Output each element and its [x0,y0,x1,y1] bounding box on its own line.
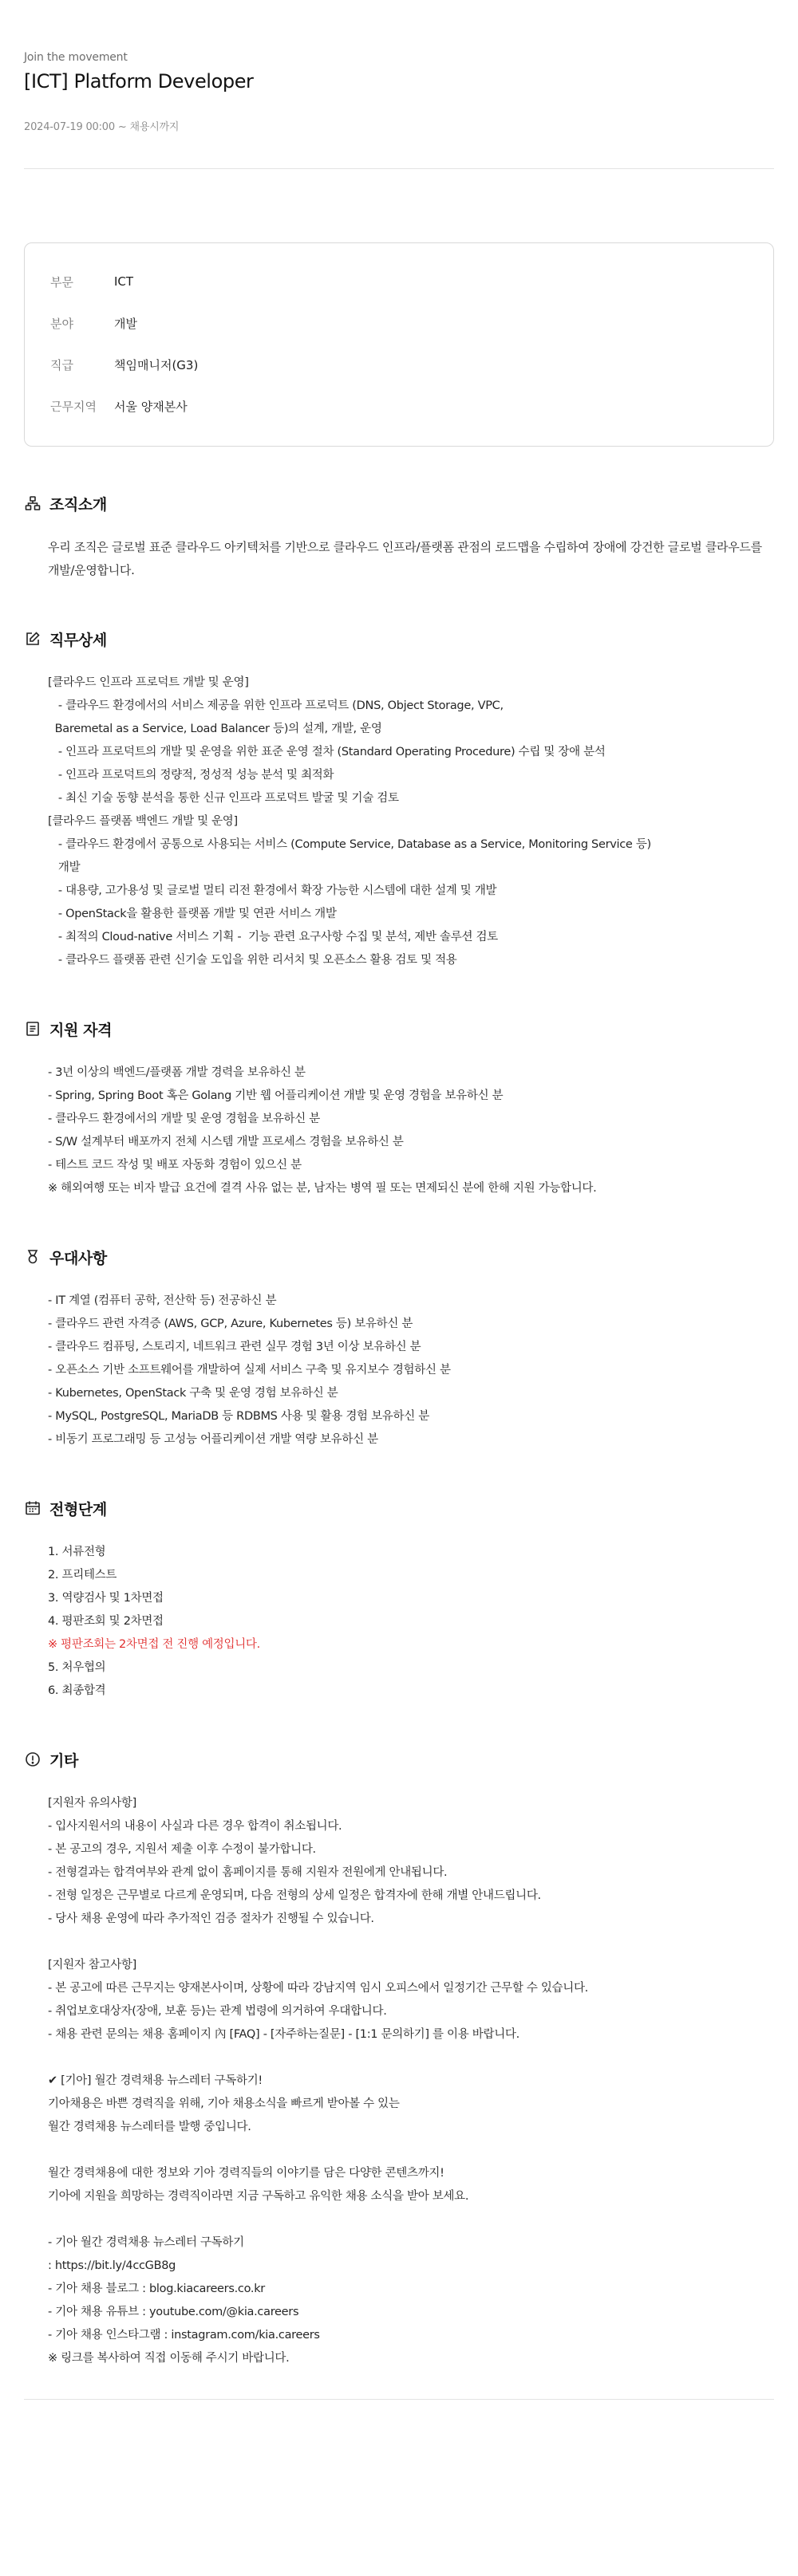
info-key: 근무지역 [50,399,97,414]
info-value: ICT [114,274,134,289]
medal-icon [24,1248,41,1266]
etc-line [48,2139,774,2162]
etc-line: - 전형 일정은 근무별로 다르게 운영되며, 다음 전형의 상세 일정은 합격자에 한해 개별 안내드립니다. [48,1889,541,1902]
info-circle-icon [24,1751,41,1768]
posting-header [24,0,774,133]
info-value: 책임매니저(G3) [114,357,199,372]
section-title: 전형단계 [49,1500,107,1518]
duties-list [24,672,774,972]
process-step: 3. 역량검사 및 1차면접 [48,1592,164,1605]
calendar-icon [24,1499,41,1517]
etc-line: - 기아 월간 경력채용 뉴스레터 구독하기 [48,2236,244,2249]
etc-line: - 본 공고의 경우, 지원서 제출 이후 수정이 불가합니다. [48,1843,316,1856]
etc-line: - 전형결과는 합격여부와 관계 없이 홈페이지를 통해 지원자 전원에게 안내됩니다. [48,1866,448,1879]
section-heading [24,1747,774,1771]
section-heading [24,1496,774,1520]
job-info-card [24,242,774,447]
section-etc [24,1747,774,2370]
duty-line: - 인프라 프로덕트의 정량적, 정성적 성능 분석 및 최적화 [48,769,334,782]
info-row-field [50,302,748,344]
process-step: ※ 평판조회는 2차면접 전 진행 예정입니다. [48,1638,260,1651]
section-title: 직무상세 [49,631,107,649]
preferred-line: - 비동기 프로그래밍 등 고성능 어플리케이션 개발 역량 보유하신 분 [48,1433,378,1446]
section-heading [24,491,774,515]
etc-line: 월간 경력채용 뉴스레터를 발행 중입니다. [48,2121,251,2133]
qualification-line: - 클라우드 환경에서의 개발 및 운영 경험을 보유하신 분 [48,1113,320,1125]
duty-line: - 대용량, 고가용성 및 글로벌 멀티 리전 환경에서 확장 가능한 시스템에 대한 설계 및 개발 [48,884,497,897]
section-heading [24,1245,774,1269]
section-title: 기타 [49,1751,78,1770]
process-steps [24,1541,774,1703]
qualification-line: - S/W 설계부터 배포까지 전체 시스템 개발 프로세스 경험을 보유하신 분 [48,1136,404,1148]
eyebrow-text: Join the movement [24,51,128,64]
info-value: 서울 양재본사 [114,399,188,414]
intro-paragraph: 우리 조직은 글로벌 표준 클라우드 아키텍처를 기반으로 클라우드 인프라/플랫폼 관점의 로드맵을 수립하여 장애에 강건한 글로벌 클라우드를 개발/운영합니다. [48,540,762,577]
section-title: 우대사항 [49,1249,107,1267]
preferred-line: - Kubernetes, OpenStack 구축 및 운영 경험 보유하신 분 [48,1387,338,1400]
process-step: 5. 처우협의 [48,1661,106,1674]
info-value: 개발 [114,316,137,331]
section-duties [24,627,774,972]
etc-line: - 기아 채용 유튜브 : youtube.com/@kia.careers [48,2306,299,2318]
info-row-location [50,385,748,427]
footer-divider [24,2399,774,2400]
duty-line: - 인프라 프로덕트의 개발 및 운영을 위한 표준 운영 절차 (Standard Operating Procedure) 수립 및 장애 분석 [48,746,606,758]
etc-line: ※ 링크를 복사하여 직접 이동해 주시기 바랍니다. [48,2352,290,2365]
info-row-rank [50,344,748,385]
duty-line: 개발 [48,861,81,874]
header-divider [24,168,774,169]
section-intro [24,491,774,582]
etc-line: - 당사 채용 운영에 따라 추가적인 검증 절차가 진행될 수 있습니다. [48,1912,374,1925]
info-key: 부문 [50,274,73,290]
qualification-line: - 테스트 코드 작성 및 배포 자동화 경험이 있으신 분 [48,1159,302,1172]
document-icon [24,1020,41,1038]
qualification-line: ※ 해외여행 또는 비자 발급 요건에 결격 사유 없는 분, 남자는 병역 필 또는 면제되신 분에 한해 지원 가능합니다. [48,1182,597,1195]
preferred-line: - 클라우드 관련 자격증 (AWS, GCP, Azure, Kubernetes 등) 보유하신 분 [48,1318,413,1330]
etc-line: - 기아 채용 인스타그램 : instagram.com/kia.careers [48,2329,320,2342]
process-step: 4. 평판조회 및 2차면접 [48,1615,164,1628]
page-title: [ICT] Platform Developer [24,70,254,93]
duty-line: - 최신 기술 동향 분석을 통한 신규 인프라 프로덕트 발굴 및 기술 검토 [48,792,399,805]
process-step: 2. 프리테스트 [48,1569,117,1581]
preferred-line: - MySQL, PostgreSQL, MariaDB 등 RDBMS 사용 및 활용 경험 보유하신 분 [48,1410,429,1423]
section-title: 지원 자격 [49,1021,113,1039]
preferred-list [24,1290,774,1451]
etc-notes [24,1792,774,2370]
qualifications-list [24,1062,774,1200]
info-key: 직급 [50,357,73,372]
duty-line: [클라우드 플랫폼 백엔드 개발 및 운영] [48,815,238,828]
duty-line: - 클라우드 플랫폼 관련 신기술 도입을 위한 리서치 및 오픈소스 활용 검토 및 적용 [48,954,457,967]
etc-line [48,1931,774,1954]
section-process [24,1496,774,1703]
info-key: 분야 [50,316,73,331]
qualification-line: - 3년 이상의 백엔드/플랫폼 개발 경력을 보유하신 분 [48,1066,306,1079]
process-step: 6. 최종합격 [48,1684,106,1697]
etc-line: - 채용 관련 문의는 채용 홈페이지 內 [FAQ] - [자주하는질문] - [1:1 문의하기] 를 이용 바랍니다. [48,2028,519,2041]
etc-line: ✔ [기아] 월간 경력채용 뉴스레터 구독하기! [48,2074,263,2087]
etc-line: - 입사지원서의 내용이 사실과 다른 경우 합격이 취소됩니다. [48,1820,342,1833]
duty-line: [클라우드 인프라 프로덕트 개발 및 운영] [48,676,249,689]
section-qualifications [24,1017,774,1200]
etc-line: [지원자 참고사항] [48,1959,136,1971]
etc-line: : https://bit.ly/4ccGB8g [48,2259,176,2272]
etc-line: - 기아 채용 블로그 : blog.kiacareers.co.kr [48,2283,265,2295]
etc-line: - 본 공고에 따른 근무지는 양재본사이며, 상황에 따라 강남지역 임시 오피스에서 일정기간 근무할 수 있습니다. [48,1982,588,1995]
etc-line: [지원자 유의사항] [48,1797,136,1810]
section-heading [24,627,774,651]
section-heading [24,1017,774,1041]
process-step: 1. 서류전형 [48,1546,106,1558]
etc-line: - 취업보호대상자(장애, 보훈 등)는 관계 법령에 의거하여 우대합니다. [48,2005,387,2018]
duty-line: - OpenStack을 활용한 플랫폼 개발 및 연관 서비스 개발 [48,908,337,920]
preferred-line: - 클라우드 컴퓨팅, 스토리지, 네트워크 관련 실무 경험 3년 이상 보유하신 분 [48,1341,421,1353]
qualification-line: - Spring, Spring Boot 혹은 Golang 기반 웹 어플리케이션 개발 및 운영 경험을 보유하신 분 [48,1089,504,1102]
section-title: 조직소개 [49,495,107,514]
preferred-line: - IT 계열 (컴퓨터 공학, 전산학 등) 전공하신 분 [48,1294,277,1307]
etc-line: 월간 경력채용에 대한 정보와 기아 경력직들의 이야기를 담은 다양한 콘텐츠까지! [48,2167,444,2180]
duty-line: - 클라우드 환경에서의 서비스 제공을 위한 인프라 프로덕트 (DNS, Object Storage, VPC, [48,699,504,712]
etc-line: 기아에 지원을 희망하는 경력직이라면 지금 구독하고 유익한 채용 소식을 받아 보세요. [48,2190,469,2203]
etc-line [48,2046,774,2070]
section-preferred [24,1245,774,1451]
edit-icon [24,630,41,648]
duty-line: - 클라우드 환경에서 공통으로 사용되는 서비스 (Compute Service, Database as a Service, Monitoring Service 등) [48,838,651,851]
posting-period: 2024-07-19 00:00 ~ 채용시까지 [24,121,180,133]
duty-line: - 최적의 Cloud-native 서비스 기획 - 기능 관련 요구사항 수집 및 분석, 제반 솔루션 검토 [48,931,498,943]
etc-line: 기아채용은 바쁜 경력직을 위해, 기아 채용소식을 빠르게 받아볼 수 있는 [48,2097,400,2110]
etc-line [48,2208,774,2231]
organization-icon [24,494,41,512]
duty-line: Baremetal as a Service, Load Balancer 등)의 설계, 개발, 운영 [48,723,382,735]
preferred-line: - 오픈소스 기반 소프트웨어를 개발하여 실제 서비스 구축 및 유지보수 경험하신 분 [48,1364,451,1377]
info-row-department [50,261,748,302]
